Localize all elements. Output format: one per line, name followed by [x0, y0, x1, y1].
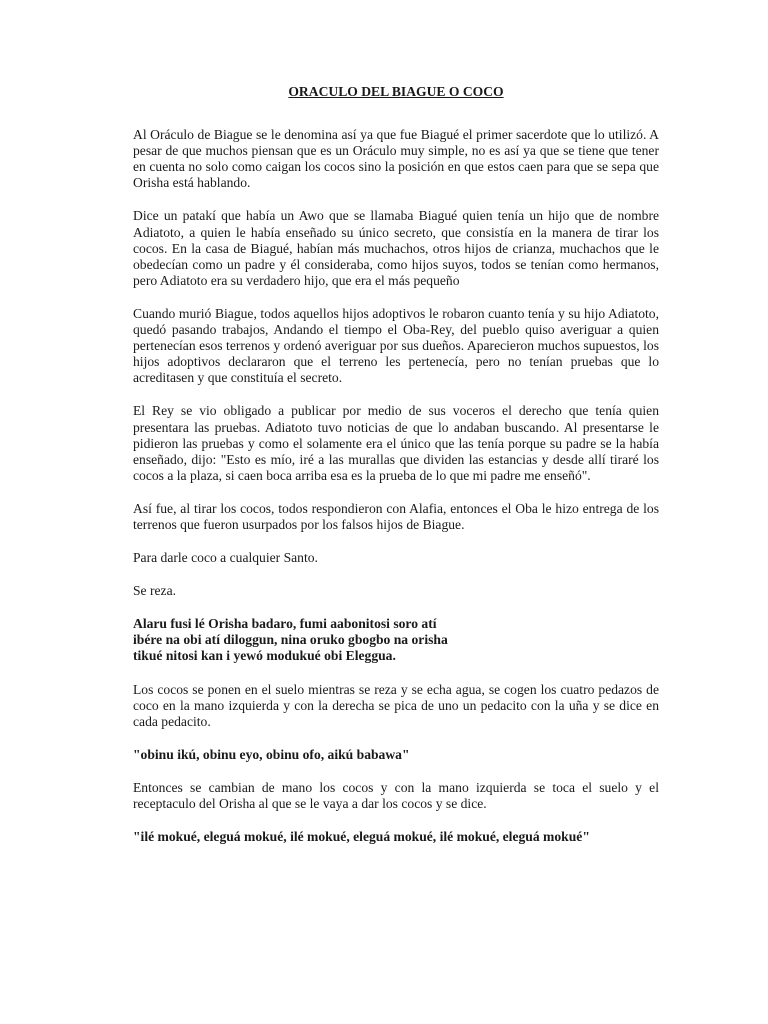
paragraph-intro: Al Oráculo de Biague se le denomina así ya que fue Biagué el primer sacerdote que lo utilizó. A pesar de que muchos piensan que es un Oráculo muy simple, no es así ya que se tiene que tener en cuenta no solo como caigan los cocos sino la posición en que estos caen para que se sepa que Orisha está hablando. [133, 127, 659, 191]
prayer-line: ibére na obi atí diloggun, nina oruko gbogbo na orisha [133, 632, 448, 648]
paragraph-king: El Rey se vio obligado a publicar por medio de sus voceros el derecho que tenía quien presentara las pruebas. Adiatoto tuvo noticias de que lo andaban buscando. Al presentarse le pidieron las pruebas y como el solamente era el único que las tenía porque su padre se la había enseñado, dijo: "Esto es mío, iré a las murallas que dividen las estancias y desde allí tiraré los cocos a la plaza, si caen boca arriba esa es la prueba de lo que mi padre me enseñó". [133, 403, 659, 483]
document-page [133, 84, 659, 862]
chant-obinu: "obinu ikú, obinu eyo, obinu ofo, aikú babawa" [133, 746, 410, 762]
prayer-line: Alaru fusi lé Orisha badaro, fumi aabonitosi soro atí [133, 616, 437, 632]
prayer-line: tikué nitosi kan i yewó modukué obi Eleggua. [133, 648, 396, 664]
prayer-block [133, 616, 659, 664]
document-title: ORACULO DEL BIAGUE O COCO [288, 84, 504, 99]
paragraph-alafia: Así fue, al tirar los cocos, todos respondieron con Alafia, entonces el Oba le hizo entrega de los terrenos que fueron usurpados por los falsos hijos de Biague. [133, 500, 659, 532]
paragraph-death: Cuando murió Biague, todos aquellos hijos adoptivos le robaron cuanto tenía y su hijo Adiatoto, quedó pasando trabajos, Andando el tiempo el Oba-Rey, del pueblo quiso averiguar a quien pertenecían esos terrenos y ordenó averiguar por sus dueños. Aparecieron muchos supuestos, los hijos adoptivos declararon que el terreno les pertenecía, pero no tenían pruebas que lo acreditasen y que constituía el secreto. [133, 305, 659, 386]
paragraph-cambio-mano: Entonces se cambian de mano los cocos y con la mano izquierda se toca el suelo y el receptaculo del Orisha al que se le vaya a dar los cocos y se dice. [133, 779, 659, 811]
paragraph-santo: Para darle coco a cualquier Santo. [133, 550, 318, 566]
chant-ile-mokue: "ilé mokué, eleguá mokué, ilé mokué, eleguá mokué, ilé mokué, eleguá mokué" [133, 829, 590, 845]
paragraph-cocos-suelo: Los cocos se ponen en el suelo mientras se reza y se echa agua, se cogen los cuatro pedazos de coco en la mano izquierda y con la derecha se pica de uno un pedacito con la uña y se dice en cada pedacito. [133, 681, 659, 729]
paragraph-se-reza: Se reza. [133, 583, 177, 599]
paragraph-pataki: Dice un patakí que había un Awo que se llamaba Biagué quien tenía un hijo que de nombre Adiatoto, a quien le había enseñado su único secreto, que consistía en la manera de tirar los cocos. En la casa de Biagué, habían más muchachos, otros hijos de crianza, muchachos que le obedecían como un padre y él consideraba, como hijos suyos, todos se tenían como hermanos, pero Adiatoto era su verdadero hijo, que era el más pequeño [133, 208, 659, 288]
